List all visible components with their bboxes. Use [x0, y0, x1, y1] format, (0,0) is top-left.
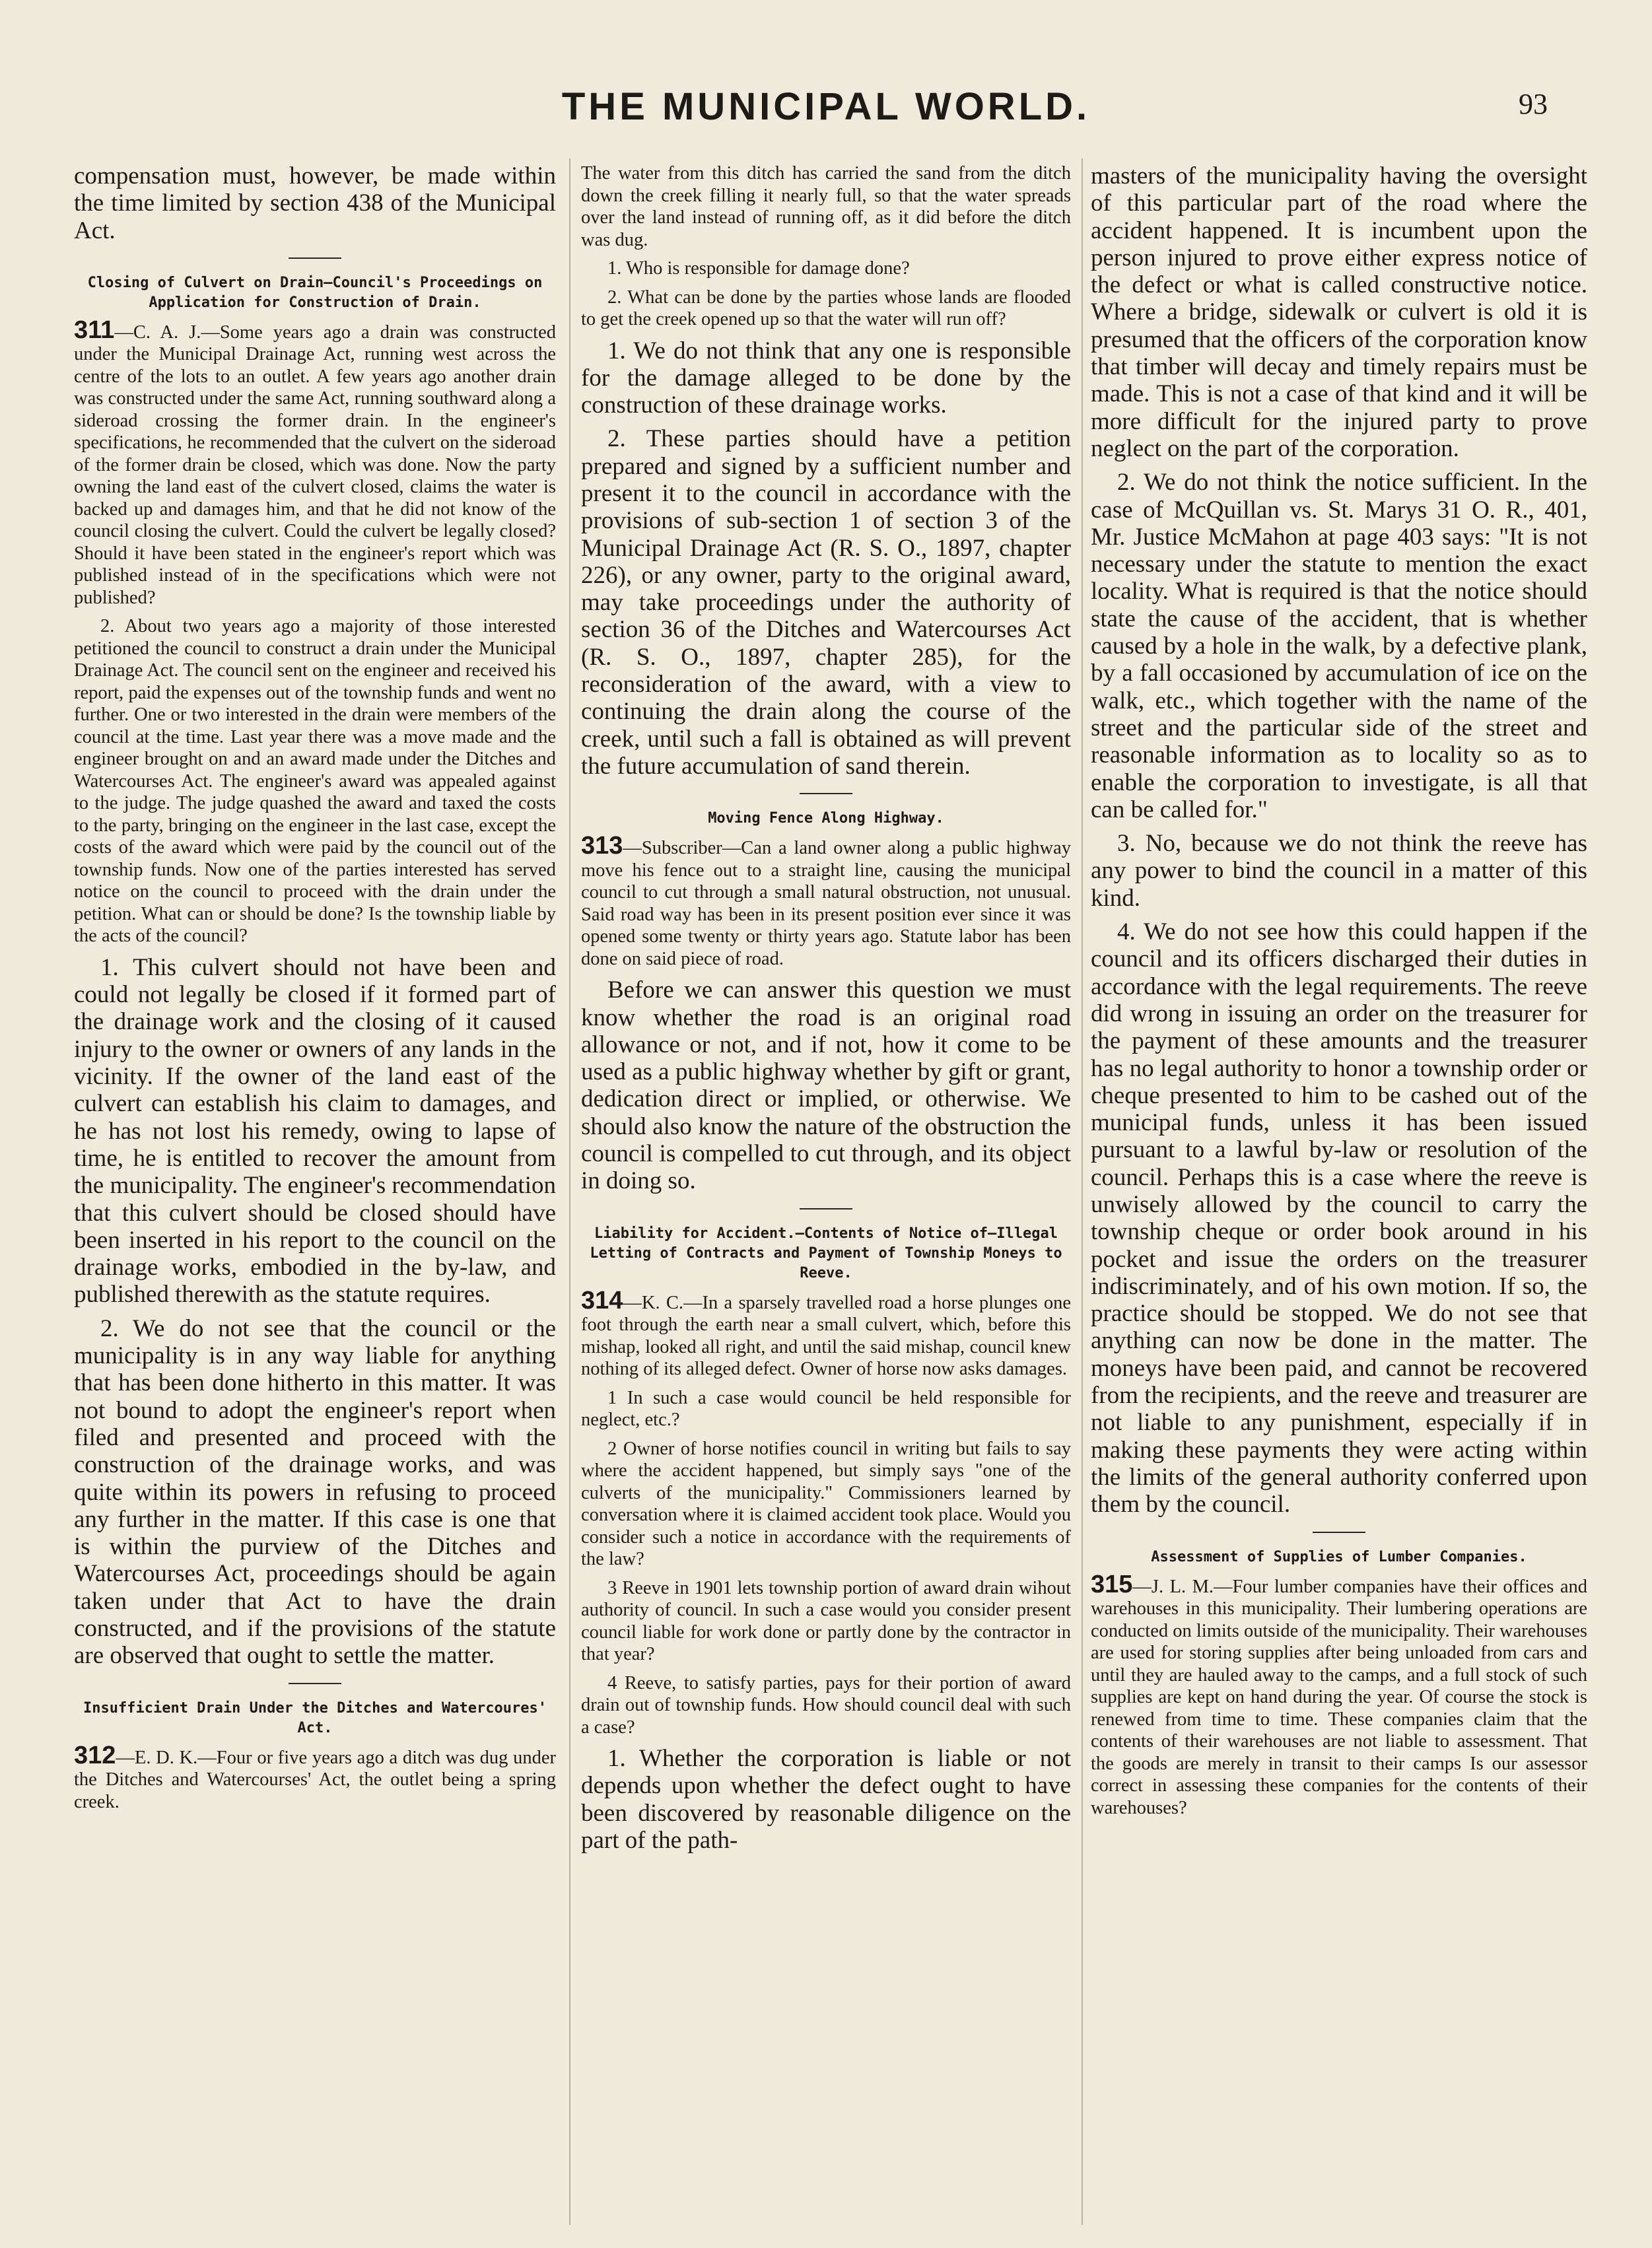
question-311-text: —C. A. J.—Some years ago a drain was constructed under the Municipal Drainage Act, running west across the centre of the lots to an outlet. A few years ago another drain was constructed under the same Act, running southward along a sideroad crossing the former drain. In the engineer's specifications, he recommended that the culvert on the sideroad of the former drain be closed, which was done. Now the party owning the land east of the culvert closed, claims the water is backed up and damages him, and that he did not know of the council closing the culvert. Could the culvert be legally closed? Should it have been stated in the engineer's report which was published instead of in the specifications which were not published? [74, 322, 556, 608]
column-3 [1091, 162, 1587, 2216]
question-314-item-2: 2 Owner of horse notifies council in writing but fails to say where the accident happened, but simply says "one of the culverts of the municipality." Commissioners learned by conversation where it is claimed accident took place. Would you consider such a notice in accordance with the requirements of the law? [581, 1438, 1071, 1570]
question-314 [581, 1286, 1071, 1380]
question-314-heading: Liability for Accident.—Contents of Notice of—Illegal Letting of Contracts and Payment of Township Moneys to Reeve. [590, 1225, 1062, 1281]
answer-314-3: 3. No, because we do not think the reeve has any power to bind the council in a matter of this kind. [1091, 830, 1587, 912]
answer-314-1: 1. Whether the corporation is liable or not depends upon whether the defect ought to have been discovered by reasonable diligence on the part of the path- [581, 1745, 1071, 1855]
question-311 [74, 316, 556, 609]
intro-paragraph: compensation must, however, be made within the time limited by section 438 of the Municipal Act. [74, 162, 556, 244]
question-number: 313 [581, 832, 623, 860]
question-315-text: —J. L. M.—Four lumber companies have their offices and warehouses in this municipality. Their lumbering operations are conducted on limits outside of the municipality. Their warehouses are used for storing supplies after being unloaded from cars and until they are hauled away to the camps, and a full stock of such supplies are kept on hand during the year. Of course the stock is renewed from time to time. These companies claim that the contents of their warehouses are not liable to assessment. That the goods are merely in transit to their camps Is our assessor correct in assessing these companies for the contents of their warehouses? [1091, 1576, 1587, 1818]
section-divider [289, 1683, 341, 1684]
question-313-heading: Moving Fence Along Highway. [708, 810, 944, 827]
page-number: 93 [1519, 88, 1548, 120]
question-311-heading: Closing of Culvert on Drain—Council's Proceedings on Application for Construction of Drain. [87, 274, 543, 311]
question-312-item-1: 1. Who is responsible for damage done? [607, 258, 910, 279]
question-314-item-3: 3 Reeve in 1901 lets township portion of award drain wihout authority of council. In such a case would you consider present council liable for work done or partly done by the contractor in that year? [581, 1577, 1071, 1665]
question-312-item-2: 2. What can be done by the parties whose lands are flooded to get the creek opened up so that the water will run off? [581, 287, 1071, 329]
answer-314-2: 2. We do not think the notice sufficient. In the case of McQuillan vs. St. Marys 31 O. R., 401, Mr. Justice McMahon at page 403 says: "It is not necessary under the statute to mention the exact locality. What is required is that the notice should state the cause of the accident, that is whether caused by a hole in the walk, by a defective plank, by a fall occasioned by accumulation of ice on the walk, etc., which together with the name of the street and the particular side of the street and reasonable information as to locality so as to enable the corporation to investigate, is all that can be called for." [1091, 469, 1587, 823]
answer-314-4: 4. We do not see how this could happen if the council and its officers discharged their duties in accordance with the legal requirements. The reeve did wrong in issuing an order on the treasurer for the payment of these amounts and the treasurer has no legal authority to honor a township order or cheque presented to him to be cashed out of the municipal funds, unless it has been issued pursuant to a lawful by-law or resolution of the council. Perhaps this is a case where the reeve is unwisely allowed by the council to carry the township cheque or order book around in his pocket and issue the orders on the treasurer indiscriminately, and of his own motion. If so, the practice should be stopped. We do not see that anything can now be done in the matter. The moneys have been paid, and cannot be recovered from the recipients, and the reeve and treasurer are not liable to any punishment, especially if in making these payments they were acting within the limits of the general authority conferred upon them by the council. [1091, 918, 1587, 1518]
question-314-item-1: 1 In such a case would council be held responsible for neglect, etc.? [581, 1387, 1071, 1431]
column-rule [569, 158, 570, 2225]
answer-313: Before we can answer this question we must know whether the road is an original road allowance or not, and if not, how it come to be used as a public highway whether by gift or grant, dedication direct or implied, or otherwise. We should also know the nature of the obstruction the council is compelled to cut through, and its object in doing so. [581, 976, 1071, 1195]
question-number: 315 [1091, 1570, 1133, 1598]
column-rule [1082, 158, 1083, 2225]
question-number: 314 [581, 1286, 623, 1314]
section-divider [1313, 1532, 1365, 1533]
answer-314-1-continued: masters of the municipality having the oversight of this particular part of the road where the accident happened. It is incumbent upon the person injured to prove either express notice of the defect or what is called constructive notice. Where a bridge, sidewalk or culvert is old it is presumed that the officers of the corporation know that timber will decay and timely repairs must be made. This is not a case of that kind and it will be more difficult for the injured party to prove neglect on the part of the corporation. [1091, 162, 1587, 462]
section-divider [800, 793, 852, 794]
question-313-text: —Subscriber—Can a land owner along a public highway move his fence out to a straight line, causing the municipal council to cut through a small natural obstruction, not unusual. Said road way has been in its present position ever since it was opened some twenty or thirty years ago. Statute labor has been done on said piece of road. [581, 838, 1071, 969]
answer-312-2: 2. These parties should have a petition prepared and signed by a sufficient number and present it to the council in accordance with the provisions of sub-section 1 of section 3 of the Municipal Drainage Act (R. S. O., 1897, chapter 226), or any owner, party to the original award, may take proceedings under the authority of section 36 of the Ditches and Watercourses Act (R. S. O., 1897, chapter 285), for the reconsideration of the award, with a view to continuing the drain along the course of the creek, until such a fall is obtained as will prevent the future accumulation of sand therein. [581, 425, 1071, 780]
column-1 [74, 162, 556, 2216]
question-313 [581, 832, 1071, 970]
question-312-heading: Insufficient Drain Under the Ditches and Watercoures' Act. [83, 1699, 547, 1736]
answer-312-1: 1. We do not think that any one is responsible for the damage alleged to be done by the construction of these drainage works. [581, 337, 1071, 419]
column-2 [581, 162, 1071, 2216]
question-number: 312 [74, 1741, 116, 1769]
section-divider [289, 257, 341, 259]
question-315-heading: Assessment of Supplies of Lumber Companies. [1151, 1548, 1527, 1565]
question-312-continued: The water from this ditch has carried the sand from the ditch down the creek filling it nearly full, so that the water spreads over the land instead of running off, as it did before the ditch was dug. [581, 163, 1071, 250]
question-311-part-2: 2. About two years ago a majority of those interested petitioned the council to construct a drain under the Municipal Drainage Act. The council sent on the engineer and received his report, paid the expenses out of the township funds and went no further. One or two interested in the drain were members of the council at the time. Last year there was a move made and the engineer brought on and an award made under the Ditches and Watercourses Act. The engineer's award was appealed against to the judge. The judge quashed the award and taxed the costs to the party, bringing on the engineer in the last case, except the costs of the award which were paid by the council out of the township funds. Now one of the parties interested has served notice on the council to proceed with the drain under the petition. What can or should be done? Is the township liable by the acts of the council? [74, 616, 556, 947]
masthead: THE MUNICIPAL WORLD. [561, 85, 1091, 128]
answer-311-2: 2. We do not see that the council or the municipality is in any way liable for anything that has been done hitherto in this matter. It was not bound to adopt the engineer's report when filed and presented and proceed with the construction of the drainage works, and was quite within its powers in refusing to proceed any further in the matter. If this case is one that is within the purview of the Ditches and Watercourses Act, proceedings should be again taken under that Act to have the drain constructed, and if the provisions of the statute are observed that ought to settle the matter. [74, 1314, 556, 1670]
question-312-text: —E. D. K.—Four or five years ago a ditch was dug under the Ditches and Watercourses' Act, the outlet being a spring creek. [74, 1747, 556, 1812]
question-314-text: —K. C.—In a sparsely travelled road a horse plunges one foot through the earth near a small culvert, which, before this mishap, looked all right, and until the said mishap, council knew nothing of its alleged defect. Owner of horse now asks damages. [581, 1292, 1071, 1380]
question-315 [1091, 1570, 1587, 1820]
section-divider [800, 1208, 852, 1209]
question-312 [74, 1741, 556, 1814]
question-number: 311 [74, 316, 115, 344]
question-314-item-4: 4 Reeve, to satisfy parties, pays for their portion of award drain out of township funds. How should council deal with such a case? [581, 1672, 1071, 1738]
answer-311-1: 1. This culvert should not have been and could not legally be closed if it formed part of the drainage work and the closing of it caused injury to the owner or owners of any lands in the vicinity. If the owner of the land east of the culvert can establish his claim to damages, and he has not lost his remedy, owing to lapse of time, he is entitled to recover the amount from the municipality. The engineer's recommendation that this culvert should be closed should have been inserted in his report to the council on the drainage works, embodied in the by-law, and published therewith as the statute requires. [74, 953, 556, 1309]
